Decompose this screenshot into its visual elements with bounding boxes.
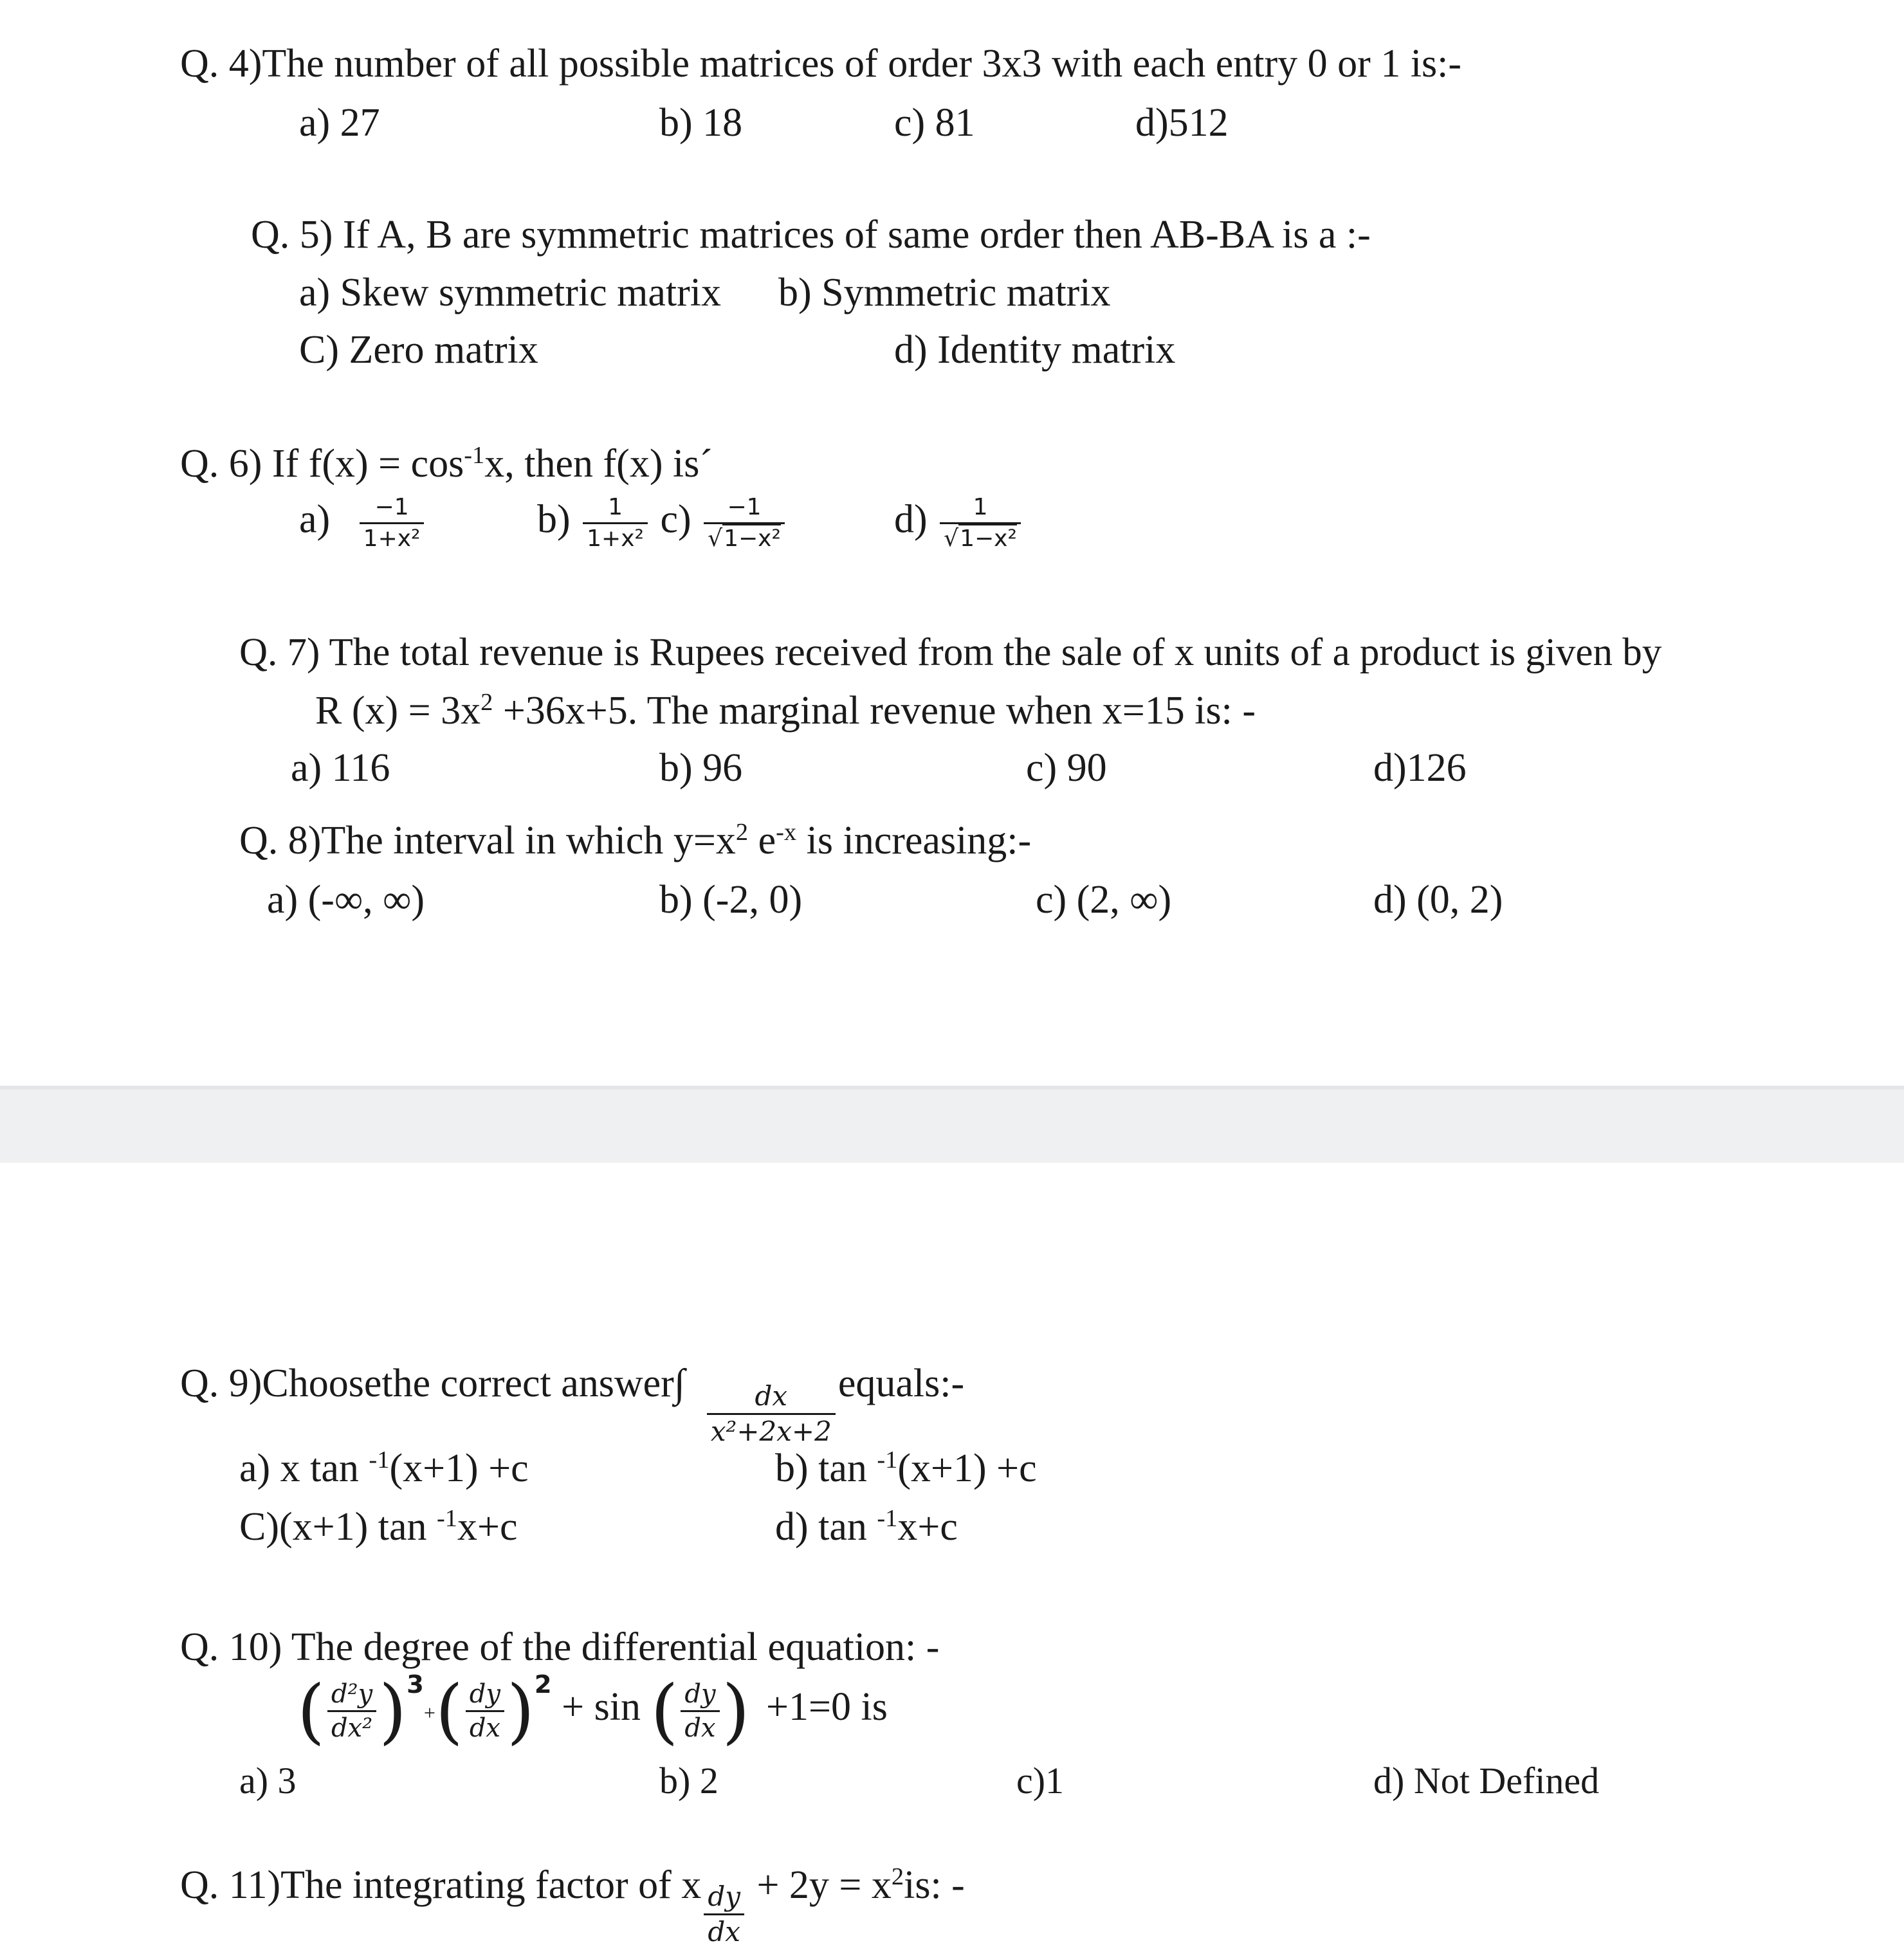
q6-option-d	[894, 495, 1023, 551]
q6-question-sup: -1	[464, 441, 485, 469]
q6-d-label: d)	[894, 497, 928, 542]
q11-question-prefix: Q. 11)The integrating factor of x	[180, 1863, 702, 1907]
q9-b-prefix: b) tan	[775, 1446, 877, 1490]
q10-sin: + sin	[562, 1685, 641, 1729]
q10-question: Q. 10) The degree of the differential equation: -	[180, 1625, 940, 1669]
q6-b-label: b)	[537, 497, 571, 542]
q6-d-den	[940, 522, 1021, 551]
q5-option-a: a) Skew symmetric matrix	[299, 271, 721, 315]
q9-d-prefix: d) tan	[775, 1505, 877, 1549]
q9-option-c	[239, 1504, 518, 1549]
q10-dx-1: dx	[466, 1710, 504, 1742]
q8-sup1: 2	[735, 818, 749, 846]
q7-option-b: b) 96	[659, 746, 743, 790]
q9-a-suffix: (x+1) +c	[389, 1446, 529, 1490]
q9-question	[180, 1364, 964, 1446]
q11-frac-den: dx	[704, 1913, 744, 1946]
q10-plus: +	[423, 1701, 435, 1725]
q10-option-b: b) 2	[659, 1760, 719, 1801]
q7-line2-sup: 2	[481, 688, 493, 716]
q7-option-d: d)126	[1373, 746, 1467, 790]
q4-option-c: c) 81	[894, 101, 975, 145]
q6-d-radicand: 1−x²	[960, 525, 1017, 552]
q8-option-b: b) (-2, 0)	[659, 878, 803, 922]
q7-line2-prefix: R (x) = 3x	[315, 689, 481, 733]
sqrt-icon: √	[944, 525, 959, 552]
q10-option-d: d) Not Defined	[1373, 1760, 1600, 1801]
q7-option-a: a) 116	[291, 746, 390, 790]
q9-d-suffix: x+c	[897, 1505, 958, 1549]
q10-d2y-fraction	[327, 1681, 376, 1742]
q8-option-a: a) (-∞, ∞)	[267, 878, 425, 922]
q9-option-a	[239, 1448, 529, 1488]
q9-question-suffix: equals:-	[838, 1362, 965, 1405]
q6-c-den	[704, 522, 785, 551]
q6-b-fraction	[583, 495, 648, 551]
q10-dx2: dx²	[327, 1710, 376, 1742]
q9-fraction	[707, 1382, 836, 1446]
q5-question: Q. 5) If A, B are symmetric matrices of same order then AB-BA is a :-	[251, 213, 1371, 257]
q9-c-suffix: x+c	[457, 1505, 518, 1549]
q10-equation	[297, 1670, 888, 1752]
integral-icon: ∫	[673, 1362, 685, 1405]
q10-dx-2: dx	[681, 1710, 719, 1742]
q10-option-c: c)1	[1016, 1760, 1065, 1801]
q10-pow2: 2	[534, 1670, 552, 1699]
q8-question-suffix: is increasing:-	[796, 819, 1032, 862]
q9-a-sup: -1	[369, 1446, 390, 1473]
q8-sup2: -x	[776, 818, 797, 846]
q9-d-sup: -1	[877, 1504, 898, 1532]
q10-rparen-2: )	[507, 1670, 535, 1752]
q9-option-b	[775, 1448, 1037, 1488]
q7-question-line2	[315, 688, 1256, 733]
q9-frac-num: dx	[755, 1380, 788, 1412]
q6-c-radicand: 1−x²	[724, 525, 781, 552]
q8-question	[239, 818, 1032, 862]
q9-option-d	[775, 1504, 958, 1549]
q6-option-a	[299, 495, 426, 551]
q6-a-label: a)	[299, 497, 331, 542]
q8-option-c: c) (2, ∞)	[1036, 878, 1172, 922]
q10-dydx-fraction-1	[466, 1681, 504, 1742]
q10-dydx-fraction-2	[681, 1681, 719, 1742]
q6-c-label: c)	[660, 497, 691, 542]
q6-b-den: 1+x²	[583, 522, 648, 551]
q10-d2y: d²y	[331, 1679, 373, 1709]
q7-line2-suffix: +36x+5. The marginal revenue when x=15 is: -	[493, 689, 1256, 733]
q6-a-num: −1	[374, 494, 409, 520]
q10-lparen-1: (	[297, 1670, 325, 1752]
q7-option-c: c) 90	[1026, 746, 1107, 790]
q5-option-d: d) Identity matrix	[894, 328, 1176, 372]
q4-option-d: d)512	[1135, 101, 1229, 145]
q10-rparen-3: )	[722, 1670, 750, 1752]
q4-option-b: b) 18	[659, 101, 743, 145]
q8-mid: e	[748, 819, 776, 862]
q9-frac-den: x²+2x+2	[707, 1413, 836, 1446]
page-divider	[0, 1086, 1904, 1163]
sqrt-icon: √	[708, 525, 723, 552]
q6-option-b	[537, 495, 787, 551]
q6-d-fraction	[940, 495, 1021, 551]
q4-question: Q. 4)The number of all possible matrices of order 3x3 with each entry 0 or 1 is:-	[180, 42, 1462, 86]
q9-b-suffix: (x+1) +c	[897, 1446, 1037, 1490]
q5-option-c: C) Zero matrix	[299, 328, 538, 372]
q6-a-den: 1+x²	[360, 522, 425, 551]
q11-fraction	[704, 1883, 744, 1946]
q6-b-num: 1	[608, 494, 623, 520]
q9-question-prefix: Q. 9)Choosethe correct answer	[180, 1362, 674, 1405]
q9-c-sup: -1	[437, 1504, 458, 1532]
q10-dy-2: dy	[684, 1679, 716, 1709]
q10-tail: +1=0 is	[766, 1685, 888, 1729]
q5-option-b: b) Symmetric matrix	[778, 271, 1111, 315]
q6-a-fraction	[360, 495, 425, 551]
q6-question-prefix: Q. 6) If f(x) = cos	[180, 442, 464, 486]
q9-b-sup: -1	[877, 1446, 898, 1473]
q9-c-prefix: C)(x+1) tan	[239, 1505, 437, 1549]
q11-mid: + 2y = x	[746, 1863, 892, 1907]
q11-frac-num: dy	[708, 1881, 740, 1912]
q6-question-suffix: x, then f(x) is´	[484, 442, 713, 486]
q6-c-num: −1	[727, 494, 762, 520]
q8-option-d: d) (0, 2)	[1373, 878, 1503, 922]
q6-question	[180, 441, 713, 486]
q10-dy-1: dy	[469, 1679, 500, 1709]
q4-option-a: a) 27	[299, 101, 380, 145]
q9-a-prefix: a) x tan	[239, 1446, 369, 1490]
q11-question	[180, 1865, 965, 1946]
q8-question-prefix: Q. 8)The interval in which y=x	[239, 819, 736, 862]
q6-d-num: 1	[973, 494, 988, 520]
q7-question-line1: Q. 7) The total revenue is Rupees received from the sale of x units of a product is given by	[239, 631, 1662, 674]
q10-lparen-3: (	[650, 1670, 679, 1752]
q6-c-fraction	[704, 495, 785, 551]
q11-question-suffix: is: -	[904, 1863, 965, 1907]
q11-sup: 2	[891, 1863, 904, 1890]
q10-pow3: 3	[407, 1670, 424, 1699]
q10-option-a: a) 3	[239, 1760, 297, 1801]
q10-rparen-1: )	[379, 1670, 407, 1752]
q10-lparen-2: (	[435, 1670, 463, 1752]
